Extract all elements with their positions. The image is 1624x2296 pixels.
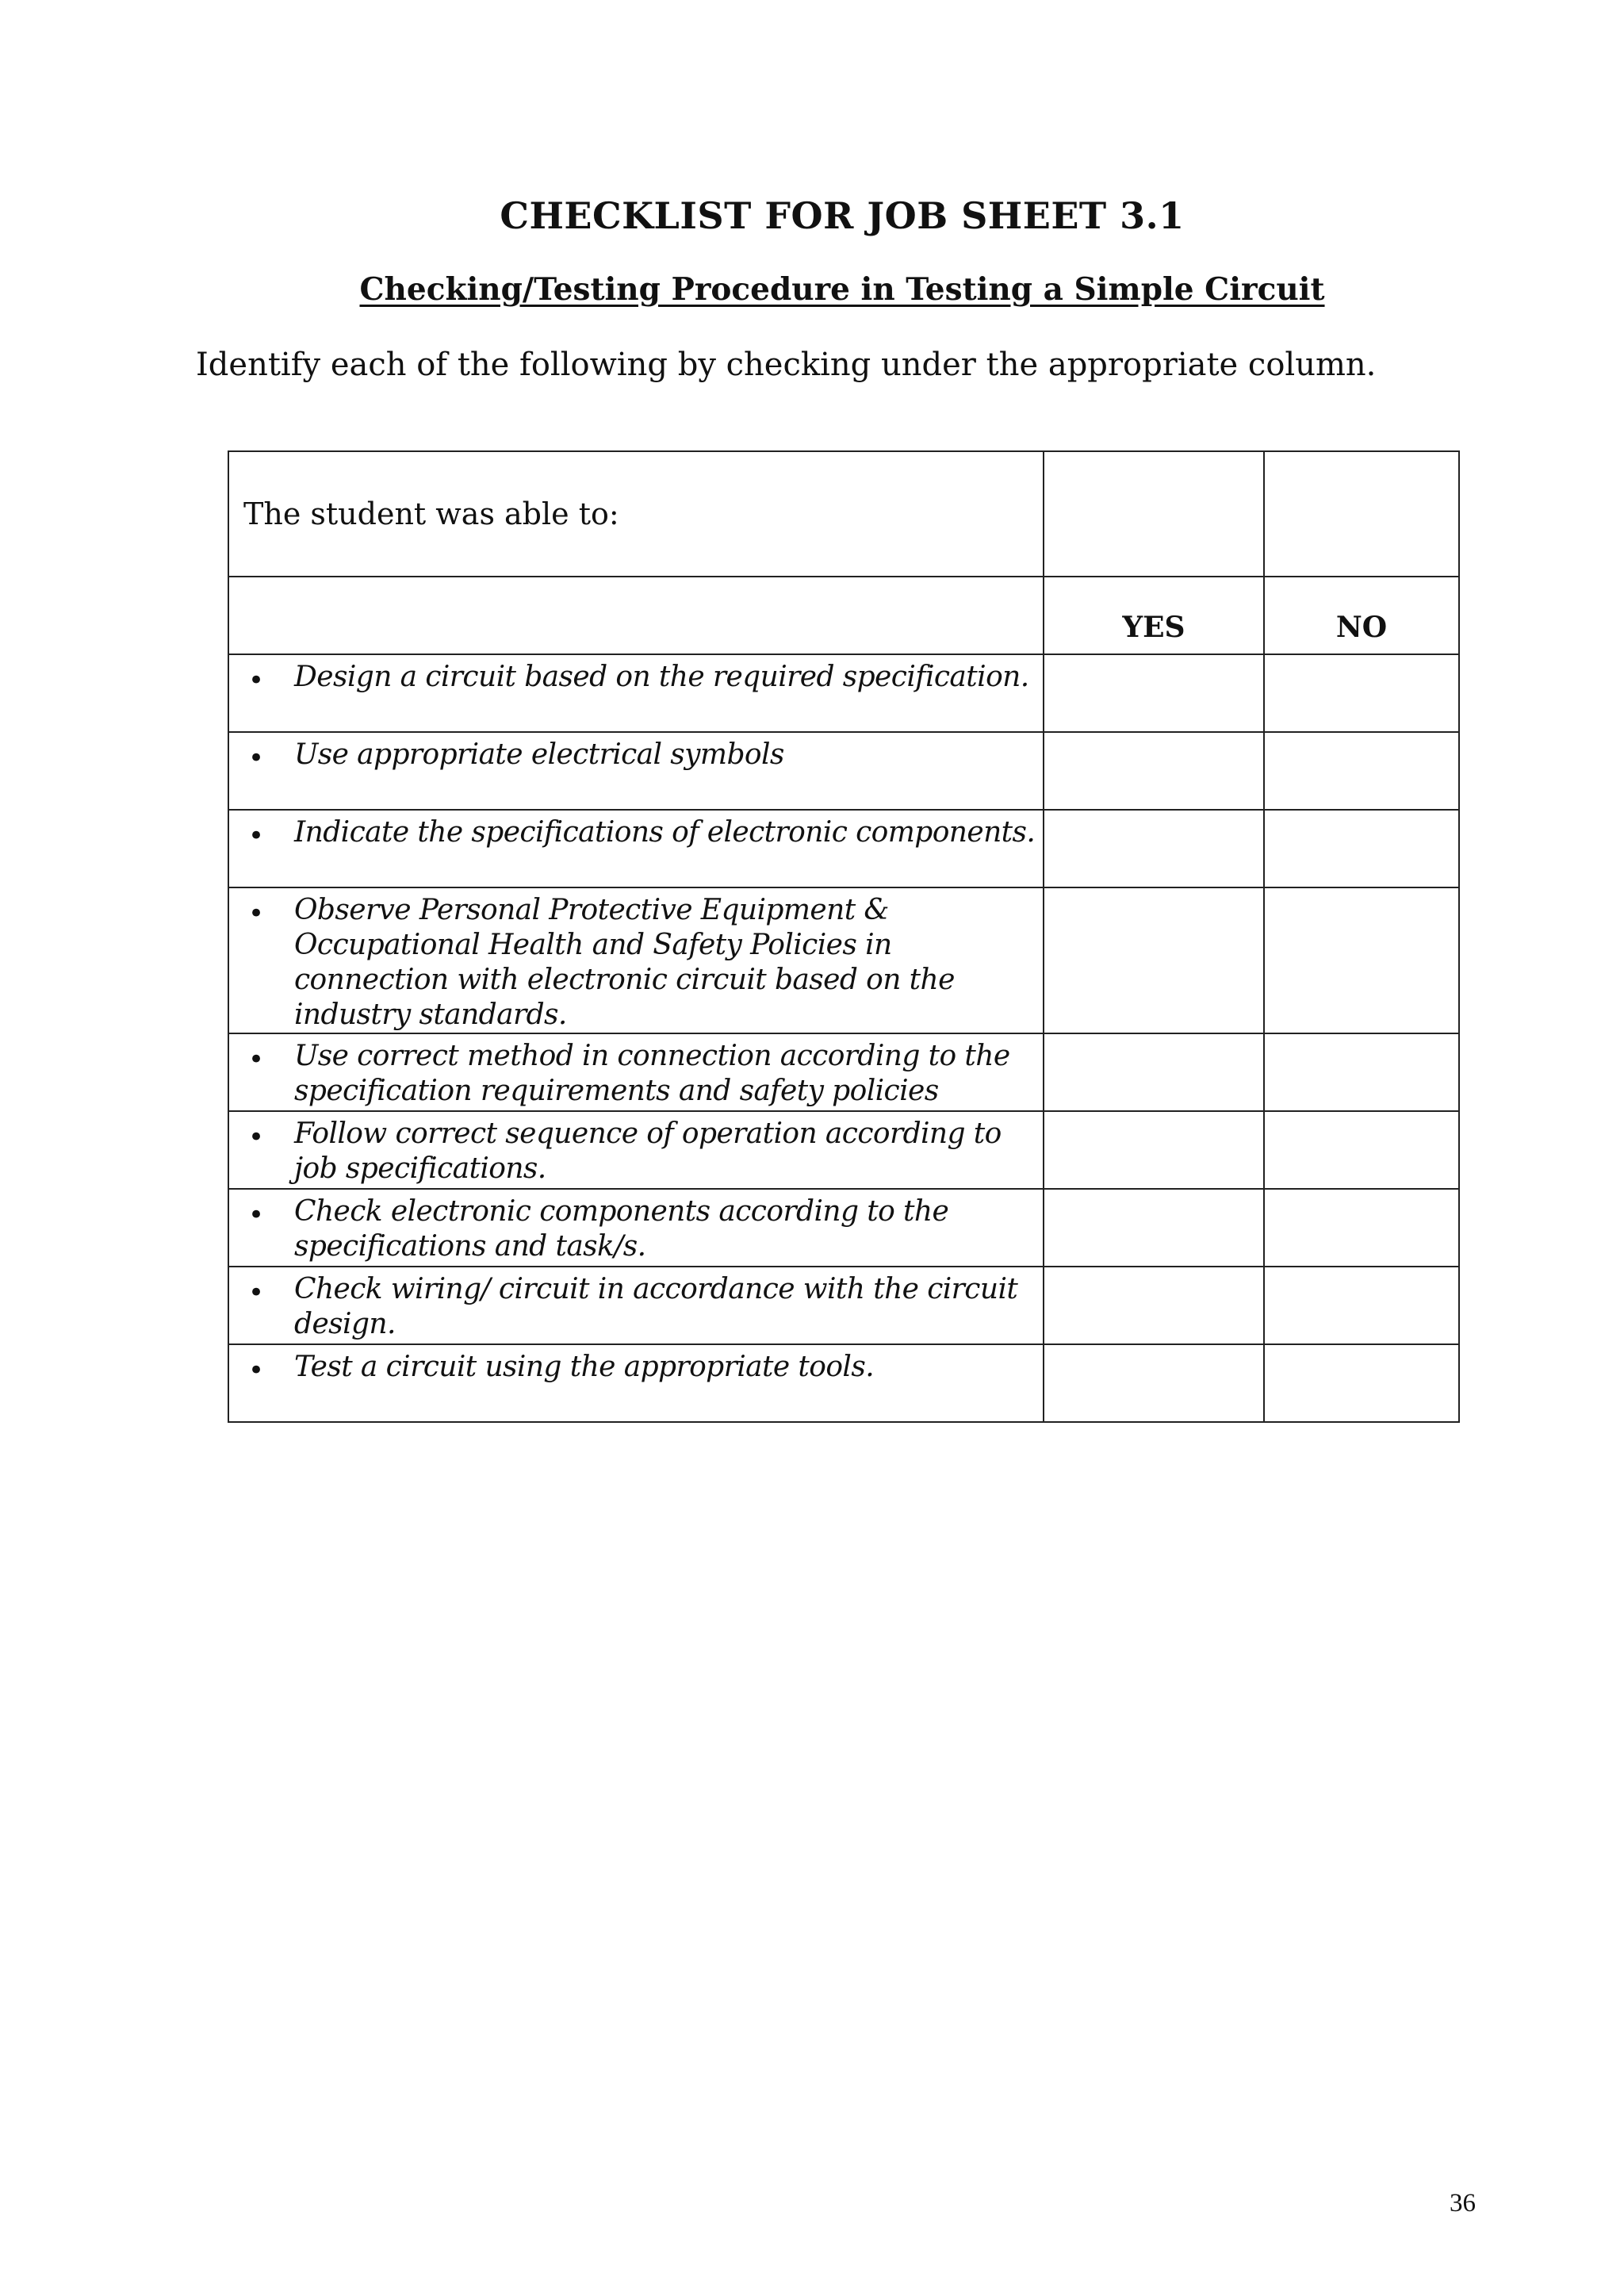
yes-checkbox-cell[interactable] xyxy=(1044,654,1264,732)
bullet-icon: • xyxy=(248,742,265,774)
table-header-row xyxy=(228,451,1459,577)
bullet-icon: • xyxy=(248,1355,265,1386)
table-row xyxy=(228,887,1459,1033)
bullet-icon: • xyxy=(248,1199,265,1231)
bullet-icon: • xyxy=(248,1277,265,1309)
no-checkbox-cell[interactable] xyxy=(1264,732,1459,810)
yes-checkbox-cell[interactable] xyxy=(1044,1267,1264,1344)
bullet-icon: • xyxy=(248,665,265,696)
page-number: 36 xyxy=(1450,2189,1476,2217)
item-cell xyxy=(228,1033,1044,1111)
item-cell xyxy=(228,1111,1044,1189)
yes-checkbox-cell[interactable] xyxy=(1044,1111,1264,1189)
yes-column-header xyxy=(1044,577,1264,654)
item-text: Design a circuit based on the required specification. xyxy=(294,661,1029,693)
bullet-icon: • xyxy=(248,1121,265,1153)
no-checkbox-cell[interactable] xyxy=(1264,1033,1459,1111)
table-row xyxy=(228,1267,1459,1344)
no-checkbox-cell[interactable] xyxy=(1264,1344,1459,1422)
no-checkbox-cell[interactable] xyxy=(1264,1111,1459,1189)
table-row xyxy=(228,1111,1459,1189)
item-text: Check electronic components according to the specifications and task/s. xyxy=(294,1195,949,1263)
bullet-icon: • xyxy=(248,1044,265,1075)
item-cell xyxy=(228,887,1044,1033)
no-checkbox-cell[interactable] xyxy=(1264,1189,1459,1267)
page-title: CHECKLIST FOR JOB SHEET 3.1 xyxy=(500,194,1185,237)
yes-no-row xyxy=(228,577,1459,654)
table-row xyxy=(228,1344,1459,1422)
item-cell xyxy=(228,732,1044,810)
item-text: Use correct method in connection according to the specification requirements and safety policies xyxy=(294,1040,1010,1107)
yes-checkbox-cell[interactable] xyxy=(1044,887,1264,1033)
item-cell xyxy=(228,810,1044,887)
no-checkbox-cell[interactable] xyxy=(1264,1267,1459,1344)
no-label: NO xyxy=(1335,611,1388,644)
yes-checkbox-cell[interactable] xyxy=(1044,1033,1264,1111)
yes-label: YES xyxy=(1122,611,1185,644)
bullet-icon: • xyxy=(248,898,265,930)
table-row xyxy=(228,654,1459,732)
item-text: Indicate the specifications of electronic components. xyxy=(294,816,1036,849)
yes-checkbox-cell[interactable] xyxy=(1044,1344,1264,1422)
item-cell xyxy=(228,1189,1044,1267)
table-row xyxy=(228,810,1459,887)
yes-checkbox-cell[interactable] xyxy=(1044,1189,1264,1267)
header-label: The student was able to: xyxy=(243,496,619,531)
no-column-header xyxy=(1264,577,1459,654)
header-no-blank-cell xyxy=(1264,451,1459,577)
item-cell xyxy=(228,1344,1044,1422)
blank-cell xyxy=(228,577,1044,654)
table-row xyxy=(228,1189,1459,1267)
page-subtitle: Checking/Testing Procedure in Testing a Simple Circuit xyxy=(359,271,1325,308)
item-cell xyxy=(228,1267,1044,1344)
no-checkbox-cell[interactable] xyxy=(1264,810,1459,887)
no-checkbox-cell[interactable] xyxy=(1264,887,1459,1033)
item-text: Observe Personal Protective Equipment & Occupational Health and Safety Policies in connection with electronic circuit based on the industry standards. xyxy=(294,894,955,1031)
instruction-text: Identify each of the following by checking under the appropriate column. xyxy=(196,347,1377,383)
bullet-icon: • xyxy=(248,820,265,852)
item-text: Follow correct sequence of operation according to job specifications. xyxy=(294,1117,1002,1185)
header-cell xyxy=(228,451,1044,577)
checklist-table xyxy=(228,450,1460,1423)
item-text: Check wiring/ circuit in accordance with the circuit design. xyxy=(294,1273,1018,1340)
table-row xyxy=(228,732,1459,810)
yes-checkbox-cell[interactable] xyxy=(1044,810,1264,887)
header-yes-blank-cell xyxy=(1044,451,1264,577)
no-checkbox-cell[interactable] xyxy=(1264,654,1459,732)
table-row xyxy=(228,1033,1459,1111)
item-cell xyxy=(228,654,1044,732)
yes-checkbox-cell[interactable] xyxy=(1044,732,1264,810)
item-text: Use appropriate electrical symbols xyxy=(294,738,784,771)
item-text: Test a circuit using the appropriate tools. xyxy=(294,1351,875,1383)
